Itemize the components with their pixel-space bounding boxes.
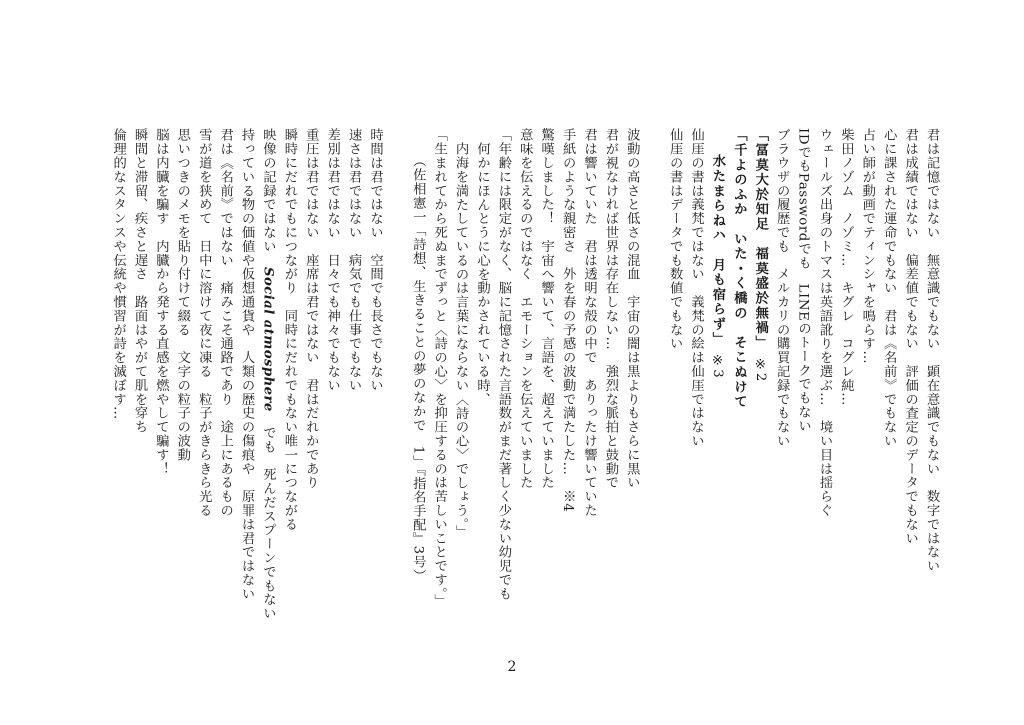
poem-line: 意味を伝えるのではなく エモーションを伝えていました <box>517 128 533 490</box>
poem-line: 差別は君ではない 日々でも神々でもない <box>324 128 340 393</box>
poem-line: 驚嘆しました！ 宇宙へ響いて、言語を、超えていました <box>538 128 554 490</box>
quote-line: 「生まれてから死ぬまでずっと〈詩の心〉を抑圧するのは苦しいことです。」 <box>431 128 447 608</box>
calligraphy-text: 「冨莫大於知足 福莫盛於無禍」 <box>752 128 768 344</box>
calligraphy-text: 「千よのふか いた・く橋の そこぬけて <box>731 128 747 410</box>
poem-line: 君は響いていた 君は透明な殻の中で ありったけ響いていた <box>581 128 597 518</box>
poem-line: 雪が道を狭めて 日中に溶けて夜に凍る 粒子がきらきら光る <box>196 128 212 518</box>
poem-line: 君は記憶ではない 無意識でもない 顕在意識でもない 数字ではない <box>924 128 939 573</box>
social-atmosphere-script: Social atmosphere <box>260 267 276 412</box>
social-after: でも 死んだスプーンでもない <box>260 411 276 620</box>
calligraphy-quote-2b <box>707 128 728 620</box>
poem-line: 占い師が動画でティンシャを鳴らす… <box>859 128 875 365</box>
stanza-break <box>642 128 663 620</box>
poem-line: 君は《名前》ではない 痛みこそ通路であり 途上にあるもの <box>217 128 233 518</box>
poem-line: IDでもPasswordでも LINEのトークでもない <box>795 128 811 433</box>
page-number: 2 <box>507 659 517 675</box>
poem-line: 手紙のような親密さ 外を春の予感の波動で満たした… ※4 <box>560 128 576 513</box>
poem-line: ウェールズ出身のトマスは英語訛りを選ぶ… 境い目は揺らぐ <box>816 128 832 518</box>
poem-line: 波動の高さと低さの混血 宇宙の闇は黒よりもさらに黒い <box>624 128 640 490</box>
social-before: 映像の記録ではない <box>260 128 276 267</box>
poem-line: 心に課された運命でもない 君は《名前》でもない <box>881 128 897 448</box>
poem-line: 時間は君ではない 空間でも長さでもない <box>367 128 383 393</box>
poem-line: 瞬間と滞留、疾さと遅さ 路面はやがて肌を穿ち <box>132 128 147 434</box>
poem-line: 瞬時にだれでもにつながり 同時にだれでもない唯一につながる <box>281 128 297 532</box>
calligraphy-text: 水たまらねハ 月も宿らず」 <box>709 154 725 340</box>
calligraphy-quote-1 <box>749 128 770 620</box>
poem-line: 仙厓の書は義梵ではない 義梵の絵は仙厓ではない <box>688 128 704 448</box>
poem-line: 仙厓の書はデータでも数値でもない <box>667 128 683 351</box>
poem-line: 君は成績ではない 偏差値でもない 評価の査定のデータでもない <box>902 128 918 545</box>
poem-line: 君が視なければ世界は存在しない… 強烈な脈拍と鼓動で <box>602 128 618 490</box>
poem-line: ブラウザの履歴でも メルカリの購買記録でもない <box>774 128 790 448</box>
footnote-mark: ※2 <box>752 357 768 382</box>
quote-line: 内海を満たしているのは言葉にならない〈詩の心〉でしょう。」 <box>453 142 469 539</box>
quote-line: 「年齢には限定がなく、脳に記憶された言語数がまだ著しく少ない幼児でも <box>495 128 511 601</box>
poem-body <box>72 128 942 620</box>
citation: （佐相憲一「詩想、生きることの夢のなかで 1」『指名手配』3号） <box>410 154 426 583</box>
poem-line: 倫理的なスタンスや伝統や慣習が詩を滅ぼす… <box>110 128 126 420</box>
poem-line: 持っている物の価値や仮想通貨や 人類の歴史の傷痕や 原罪は君ではない <box>239 128 255 601</box>
poem-line: 脳は内臓を騙す 内臓から発する直感を燃やして騙す！ <box>153 128 169 476</box>
quote-line: 何かにほんとうに心を動かされている時、 <box>474 142 490 407</box>
poem-line-social <box>257 128 278 620</box>
poem-line: 思いつきのメモを貼り付けて綴る 文字の粒子の波動 <box>174 128 190 462</box>
poem-line: 速さは君ではない 病気でも仕事でもない <box>346 128 362 393</box>
poem-line: 柴田ノゾム ノゾミ… キグレ コグレ純… <box>838 128 854 406</box>
footnote-mark: ※3 <box>709 353 725 379</box>
stanza-break <box>385 128 406 620</box>
calligraphy-quote-2a <box>728 128 749 620</box>
poem-line: 重圧は君ではない 座席は君ではない 君はだれかであり <box>303 128 319 490</box>
